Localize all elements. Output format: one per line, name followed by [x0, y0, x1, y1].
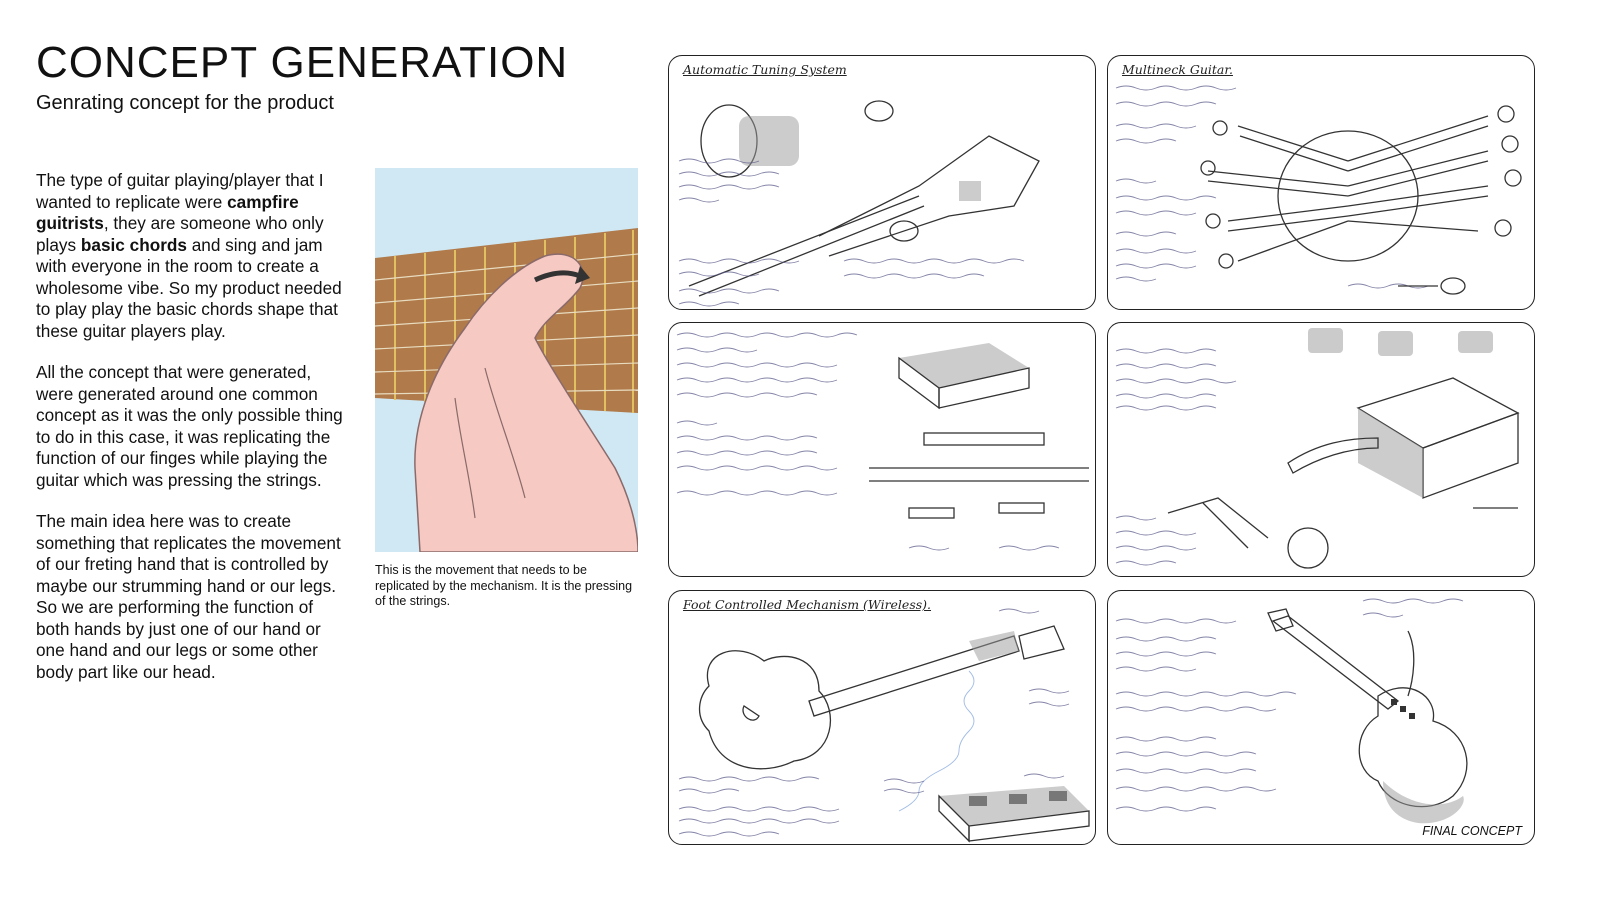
sketch-panel-lever-mechanism — [1107, 322, 1535, 577]
sketch-title: Automatic Tuning System — [683, 62, 847, 77]
sketch-title: Multineck Guitar. — [1122, 62, 1233, 77]
final-concept-sketch — [1108, 591, 1534, 844]
paragraph-2: All the concept that were generated, were generated around one common concept as it was the only possible thing to do in this case, it was replicating the function of our finges while playing the guitar which was pressing the strings. — [36, 362, 343, 490]
sketch-panel-automatic-tuning — [668, 55, 1096, 310]
page-subtitle: Genrating concept for the product — [36, 92, 334, 114]
sketch-panel-button-control — [668, 322, 1096, 577]
page-title: CONCEPT GENERATION — [36, 38, 569, 87]
headstock-outline — [819, 136, 1039, 256]
handwritten-notes — [1116, 349, 1236, 565]
sketch-panel-foot-controlled — [668, 590, 1096, 845]
pedal-board — [939, 786, 1089, 841]
multineck-sketch — [1108, 56, 1534, 309]
fretting-hand-illustration — [375, 168, 638, 552]
final-guitar-body — [1359, 688, 1467, 807]
p1-text-a: The type of guitar playing/player that I wanted to replicate were — [36, 170, 324, 212]
button-box-top — [899, 343, 1029, 388]
p1-text-e: and sing and jam with everyone in the room to create a wholesome vibe. So my product needed to play play the basic chords shape that these guitar players play. — [36, 234, 342, 341]
sketch-title: Foot Controlled Mechanism (Wireless). — [683, 597, 932, 612]
p1-text-c: , they are someone who only plays — [36, 213, 324, 255]
paragraph-1 — [36, 170, 348, 342]
paragraph-3: The main idea here was to create something that replicates the movement of our freting hand that is controlled by maybe our strumming hand or our legs. So we are performing the function of both hands by just one of our hand or one hand and our legs or some other body part like our head. — [36, 511, 341, 682]
p1-bold-basic-chords: basic chords — [80, 234, 187, 255]
lever-mechanism-sketch — [1108, 323, 1534, 576]
guitar-body — [700, 651, 831, 769]
foot-controlled-sketch — [669, 591, 1095, 844]
photo-caption: This is the movement that needs to be replicated by the mechanism. It is the pressing of the strings. — [375, 563, 633, 608]
tuning-sketch — [669, 56, 1095, 309]
final-concept-tag: FINAL CONCEPT — [1422, 824, 1522, 838]
motor-body — [739, 116, 799, 166]
p1-bold-campfire: campfire guitrists — [36, 191, 299, 233]
button-control-sketch — [669, 323, 1095, 576]
sketch-panel-multineck — [1107, 55, 1535, 310]
handwritten-notes — [1116, 86, 1428, 288]
handwritten-notes — [1116, 599, 1463, 811]
sketch-panel-final-concept — [1107, 590, 1535, 845]
guitar-necks — [1208, 116, 1488, 261]
description-text — [36, 170, 348, 703]
tuning-motor-block — [959, 181, 981, 201]
